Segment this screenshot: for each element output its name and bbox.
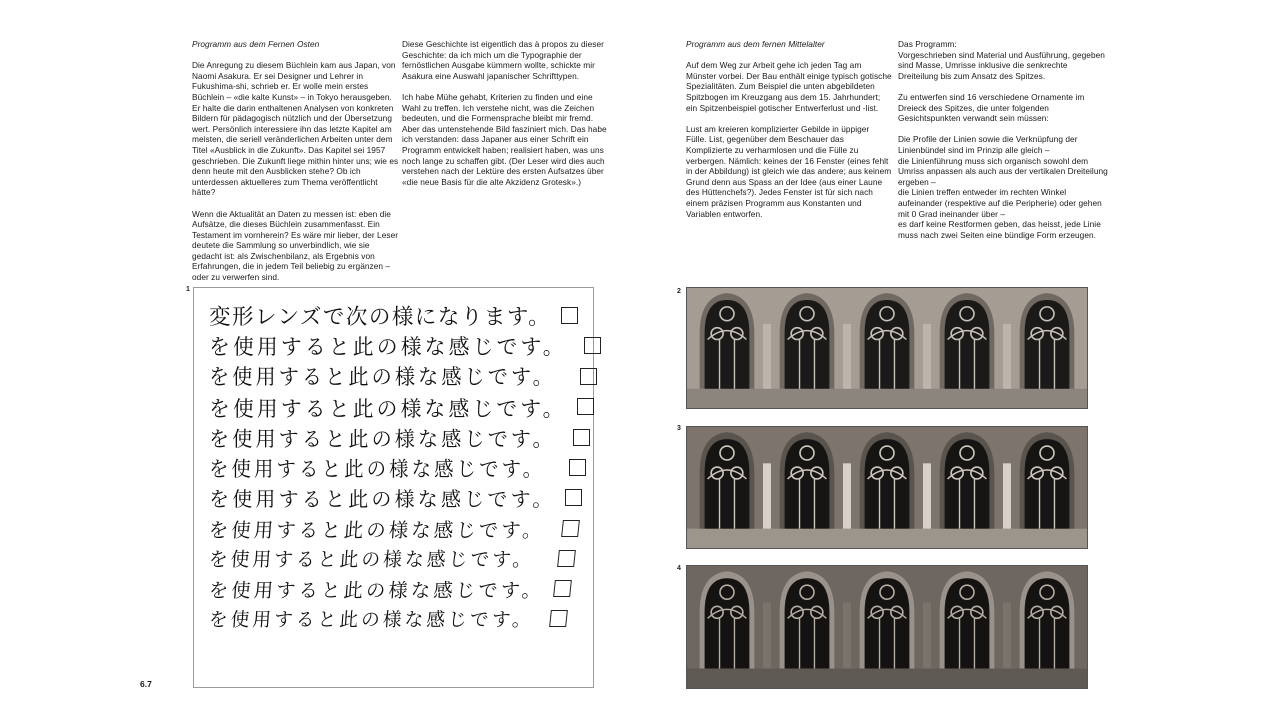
paragraph: Wenn die Aktualität an Daten zu messen ist: eben die Aufsätze, die dieses Büchlein zusammenfasst. Ein Testament im vornherein? Es wäre mir lieber, der Leser deutete die Sammlung so unverbindlich, wie sie gedacht ist: als Zwischenbilanz, als Ergebnis von Erfahrungen, die in jedem Teil beliebig zu ergänzen – oder zu verwerfen sind.	[192, 208, 399, 283]
cloister-arches	[687, 288, 1087, 408]
specimen-text: を使用すると此の様な感じです。	[209, 334, 567, 360]
section-heading: Das Programm:	[898, 39, 957, 49]
paragraph: Auf dem Weg zur Arbeit gehe ich jeden Tag am Münster vorbei. Der Bau enthält einige typisch gotische Spezialitäten. Zum Beispiel die unten abgebildeten Spitzbogen im Kreuzgang aus dem 15. Jahrhundert; ein Spitzenbeispiel gotischer Entwerferlust und -list.	[686, 60, 892, 113]
gothic-window	[945, 439, 990, 529]
square-glyph-icon	[580, 368, 597, 385]
paragraph: Lust am kreieren komplizierter Gebilde in üppiger Fülle. List, gegenüber dem Beschauer das Komplizierte zu verharmlosen und die Fülle zu verbergen. Nämlich: keines der 16 Fenster (eines fehlt in der Abbildung) ist gleich wie das andere; aus keinem Grund denn aus Spass an der Idee (aus einer Laune des Hüttenchefs?). Jedes Fenster ist für sich nach einem präzisen Programm aus Konstanten und Variablen entworfen.	[686, 123, 892, 219]
gothic-window	[785, 578, 830, 668]
square-glyph-icon	[577, 398, 594, 415]
stone-pier	[1003, 603, 1011, 669]
stone-pier	[923, 463, 931, 528]
gothic-window	[1025, 578, 1070, 668]
section-heading: Programm aus dem Fernen Osten	[192, 39, 320, 49]
specimen-line	[209, 544, 575, 572]
stone-pier	[763, 324, 771, 389]
square-glyph-icon	[573, 429, 590, 446]
section-heading: Programm aus dem fernen Mittelalter	[686, 39, 825, 49]
gothic-window	[865, 439, 910, 529]
column-geschichte	[402, 39, 612, 198]
stone-pier	[923, 603, 931, 669]
gothic-window	[945, 578, 990, 668]
stone-pier	[923, 324, 931, 389]
gothic-window	[705, 439, 750, 529]
specimen-text: を使用すると此の様な感じです。	[209, 487, 556, 511]
gothic-window	[865, 578, 910, 668]
cloister-arches	[687, 427, 1087, 548]
paragraph: Die Profile der Linien sowie die Verknüpfung der Linienbündel sind im Prinzip alle gleich – die Linienführung muss sich organisch sowohl dem Umriss anpassen als auch aus der vertikalen Dreiteilung ergeben – die Linien treffen entweder im rechten Winkel aufeinander (respektive auf die Peripherie) oder gehen mit 0 Grad ineinander über – es darf keine Restformen geben, das heisst, jede Linie muss nach zwei Seiten eine bündige Form erzeugen.	[898, 134, 1108, 240]
square-glyph-icon	[565, 489, 582, 506]
paragraph: Diese Geschichte ist eigentlich das à propos zu dieser Geschichte: da ich mich um die Typographie der fernöstlichen Ausgabe kümmern wollte, schickte mir Asakura eine Auswahl japanischer Schrifttypen.	[402, 39, 604, 81]
gothic-window	[785, 300, 830, 389]
stone-pier	[843, 463, 851, 528]
cloister-photo-4	[686, 565, 1088, 689]
gothic-window	[705, 300, 750, 389]
stone-pier	[843, 324, 851, 389]
specimen-text: を使用すると此の様な感じです。	[209, 427, 556, 451]
square-glyph-icon	[584, 337, 601, 354]
paragraph: Zu entwerfen sind 16 verschiedene Ornamente im Dreieck des Spitzes, die unter folgenden Gesichtspunkten verwandt sein müssen:	[898, 91, 1085, 124]
figure-number: 4	[677, 565, 681, 572]
specimen-line	[209, 514, 579, 543]
gothic-window	[1025, 439, 1070, 529]
paragraph: Vorgeschrieben sind Material und Ausführung, gegeben sind Masse, Umrisse inklusive die senkrechte Dreiteilung bis zum Ansatz des Spitzes.	[898, 49, 1105, 81]
square-glyph-icon	[561, 520, 580, 537]
column-mittelalter	[686, 39, 892, 230]
specimen-line	[209, 331, 601, 361]
paragraph: Die Anregung zu diesem Büchlein kam aus Japan, von Naomi Asakura. Er sei Designer und Lehrer in Fukushima-shi, schrieb er. Er wolle mein erstes Büchlein – «die kalte Kunst» – in Tokyo herausgeben. Er halte die darin enthaltenen Analysen von konkreten Bildern für pädagogisch nützlich und der Übersetzung wert. Persönlich interessiere ihn das letzte Kapitel am meisten, die seriell veränderlichen Arbeiten unter dem Titel «Ausblick in die Zukunft». Das Kapitel sei 1957 geschrieben. Die Zukunft liege mithin hinter uns; wie es denn heute mit den Ausblicken stehe? Ob ich unterdessen aktuelleres zum Thema veröffentlicht hätte?	[192, 60, 399, 198]
figure-japanese-type-specimen	[193, 287, 594, 688]
specimen-text: を使用すると此の様な感じです。	[209, 456, 546, 481]
stone-pier	[763, 463, 771, 528]
square-glyph-icon	[553, 580, 572, 597]
column-das-programm	[898, 39, 1110, 251]
paragraph: Ich habe Mühe gehabt, Kriterien zu finden und eine Wahl zu treffen. Ich verstehe nicht, was die Zeichen bedeuten, und die Formensprache bleibt mir fremd. Aber das untenstehende Bild fasziniert mich. Das habe ich verstanden: dass Japaner aus einer Schrift ein Programm entwickelt haben; realisiert haben, was uns noch lange zu schaffen gibt. (Der Leser wird dies auch verstehen nach der Lektüre des ersten Aufsatzes über «die neue Basis für die alte Akzidenz Grotesk».)	[402, 91, 607, 187]
square-glyph-icon	[557, 550, 576, 567]
specimen-text: を使用すると此の様な感じです。	[208, 578, 545, 602]
square-glyph-icon	[569, 459, 586, 476]
column-fernen-osten	[192, 39, 400, 293]
square-glyph-icon	[550, 610, 569, 627]
specimen-line	[209, 392, 594, 422]
figure-number: 1	[186, 286, 190, 293]
specimen-line	[209, 422, 590, 452]
specimen-line	[209, 575, 571, 603]
stone-pier	[843, 603, 851, 669]
specimen-text: を使用すると此の様な感じです。	[209, 365, 556, 389]
specimen-text: を使用すると此の様な感じです。	[209, 396, 567, 421]
cloister-photo-2	[686, 287, 1088, 409]
figure-number: 3	[677, 425, 681, 432]
specimen-line	[209, 483, 582, 512]
gothic-window	[705, 578, 750, 668]
specimen-text: を使用すると此の様な感じです。	[208, 609, 535, 631]
gothic-window	[945, 300, 990, 389]
stone-pier	[1003, 324, 1011, 389]
specimen-text: 変形レンズで次の様になります。	[209, 305, 552, 330]
specimen-text: を使用すると此の様な感じです。	[208, 518, 546, 542]
gothic-window	[1025, 300, 1070, 389]
cloister-photo-3	[686, 426, 1088, 549]
gothic-window	[785, 439, 830, 529]
specimen-line	[209, 300, 578, 331]
specimen-line	[209, 361, 597, 391]
specimen-line	[209, 605, 567, 632]
gothic-window	[865, 300, 910, 389]
stone-pier	[1003, 463, 1011, 528]
stone-pier	[763, 603, 771, 669]
figure-number: 2	[677, 288, 681, 295]
square-glyph-icon	[561, 307, 578, 324]
page-number: 6.7	[140, 679, 152, 689]
specimen-text: を使用すると此の様な感じです。	[208, 548, 536, 571]
specimen-line	[209, 453, 586, 482]
cloister-arches	[687, 566, 1087, 688]
